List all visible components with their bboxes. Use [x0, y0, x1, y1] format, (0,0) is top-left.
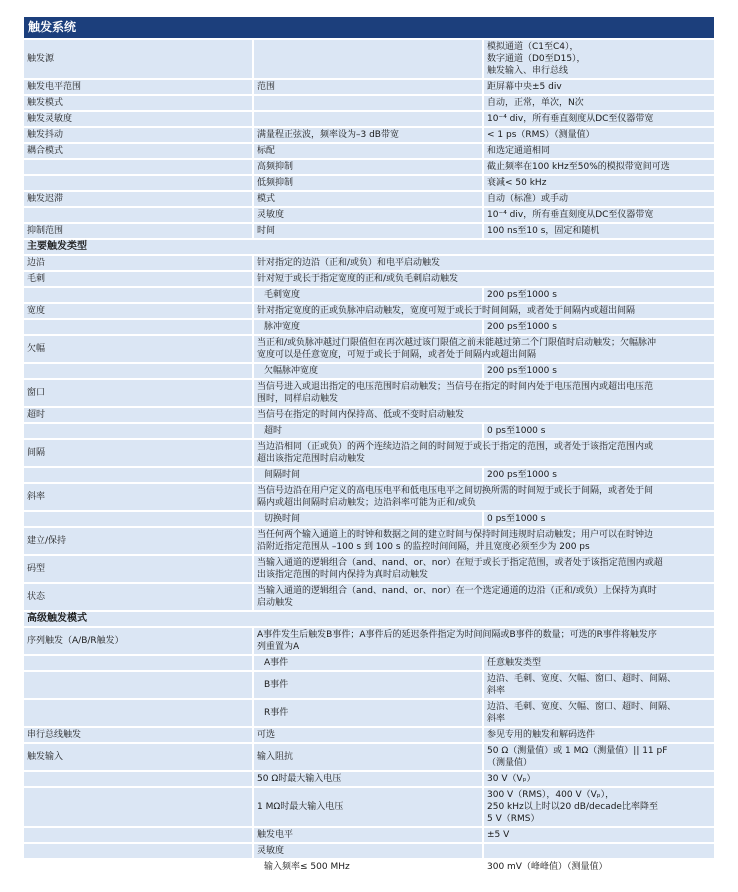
row-glitch-width — [24, 288, 714, 302]
row-param: B事件 — [254, 672, 482, 698]
section-header: 主要触发类型 — [24, 240, 714, 254]
row-label: 斜率 — [24, 484, 252, 510]
row-value: 200 ps至1000 s — [484, 468, 714, 482]
row-sensitivity-head — [24, 844, 714, 858]
row-trigger-source — [24, 40, 714, 78]
row-slew-time — [24, 512, 714, 526]
row-param: 超时 — [254, 424, 482, 438]
row-glitch — [24, 272, 714, 286]
row-value: 0 ps至1000 s — [484, 424, 714, 438]
row-sensitivity-input — [24, 860, 714, 874]
section-title: 触发系统 — [24, 17, 714, 38]
row-coupling-hf — [24, 160, 714, 174]
row-coupling — [24, 144, 714, 158]
row-label: 建立/保持 — [24, 528, 252, 554]
section-header: 高级触发模式 — [24, 612, 714, 626]
row-value: 边沿、毛刺、宽度、欠幅、窗口、超时、间隔、 斜率 — [484, 672, 714, 698]
row-value: 10⁻⁴ div，所有垂直刻度从DC至仪器带宽 — [484, 208, 714, 222]
row-runt-width — [24, 364, 714, 378]
row-value: 200 ps至1000 s — [484, 288, 714, 302]
row-label: 码型 — [24, 556, 252, 582]
row-param — [254, 112, 482, 126]
row-value: 距屏幕中央±5 div — [484, 80, 714, 94]
row-label: 超时 — [24, 408, 252, 422]
row-param — [254, 40, 482, 78]
row-value: 自动（标准）或手动 — [484, 192, 714, 206]
row-value: 自动，正常，单次，N次 — [484, 96, 714, 110]
row-label: 欠幅 — [24, 336, 252, 362]
row-pulse-width — [24, 320, 714, 334]
row-label: 间隔 — [24, 440, 252, 466]
row-timeout — [24, 408, 714, 422]
row-param — [254, 96, 482, 110]
row-timeout-val — [24, 424, 714, 438]
row-b-event — [24, 672, 714, 698]
row-desc: A事件发生后触发B事件；A事件后的延迟条件指定为时间间隔或B事件的数量；可选的R事件将触发序 列重置为A — [254, 628, 714, 654]
row-label: 抑制范围 — [24, 224, 252, 238]
row-param: 灵敏度 — [254, 844, 482, 858]
row-runt — [24, 336, 714, 362]
row-mode — [24, 96, 714, 110]
row-desc: 当正和/或负脉冲越过门限值但在再次越过该门限值之前未能越过第二个门限值时启动触发；欠幅脉冲 宽度可以是任意宽度，可短于或长于间隔，或者处于间隔内或超出间隔 — [254, 336, 714, 362]
row-desc: 当信号进入或退出指定的电压范围时启动触发；当信号在指定的时间内处于电压范围内或超出电压范 围时，同样启动触发 — [254, 380, 714, 406]
row-value: 300 V（RMS），400 V（Vₚ）， 250 kHz以上时以20 dB/decade比率降至 5 V（RMS） — [484, 788, 714, 826]
row-sensitivity — [24, 112, 714, 126]
row-reject — [24, 224, 714, 238]
row-label: 触发灵敏度 — [24, 112, 252, 126]
row-label: 触发源 — [24, 40, 252, 78]
row-r-event — [24, 700, 714, 726]
row-desc: 针对指定的边沿（正和/或负）和电平启动触发 — [254, 256, 714, 270]
row-value: 和选定通道相同 — [484, 144, 714, 158]
row-trigger-input — [24, 744, 714, 770]
row-param: 模式 — [254, 192, 482, 206]
row-value: 200 ps至1000 s — [484, 320, 714, 334]
row-param: 可选 — [254, 728, 482, 742]
row-label: 触发输入 — [24, 744, 252, 770]
row-label: 状态 — [24, 584, 252, 610]
row-desc: 当信号边沿在用户定义的高电压电平和低电压电平之间切换所需的时间短于或长于间隔，或者处于间 隔内或超出间隔时启动触发；边沿斜率可能为正和/或负 — [254, 484, 714, 510]
row-param: 毛刺宽度 — [254, 288, 482, 302]
row-param: R事件 — [254, 700, 482, 726]
row-holdoff — [24, 192, 714, 206]
row-label: 耦合模式 — [24, 144, 252, 158]
row-max-1m — [24, 788, 714, 826]
row-interval-time — [24, 468, 714, 482]
row-label: 毛刺 — [24, 272, 252, 286]
spec-sheet — [24, 17, 714, 874]
row-edge — [24, 256, 714, 270]
row-param: 切换时间 — [254, 512, 482, 526]
row-param: 灵敏度 — [254, 208, 482, 222]
row-desc: 当信号在指定的时间内保持高、低或不变时启动触发 — [254, 408, 714, 422]
row-coupling-lf — [24, 176, 714, 190]
row-param: 脉冲宽度 — [254, 320, 482, 334]
row-sequence — [24, 628, 714, 654]
row-param: 50 Ω时最大输入电压 — [254, 772, 482, 786]
row-param: 输入阻抗 — [254, 744, 482, 770]
row-value: 模拟通道（C1至C4）， 数字通道（D0至D15）， 触发输入、串行总线 — [484, 40, 714, 78]
row-slew — [24, 484, 714, 510]
row-param: 欠幅脉冲宽度 — [254, 364, 482, 378]
row-param: 高频抑制 — [254, 160, 482, 174]
row-pattern — [24, 556, 714, 582]
row-value: 0 ps至1000 s — [484, 512, 714, 526]
row-value: 30 V（Vₚ） — [484, 772, 714, 786]
row-label: 触发迟滞 — [24, 192, 252, 206]
row-desc: 当任何两个输入通道上的时钟和数据之间的建立时间与保持时间违规时启动触发；用户可以在时钟边 沿附近指定范围从 –100 s 到 100 s 的监控时间间隔，并且宽度必须至少为 200 ps — [254, 528, 714, 554]
row-param: 间隔时间 — [254, 468, 482, 482]
row-param: 时间 — [254, 224, 482, 238]
row-desc: 当输入通道的逻辑组合（and、nand、or、nor）在一个选定通道的边沿（正和/或负）上保持为真时 启动触发 — [254, 584, 714, 610]
row-value: 衰减< 50 kHz — [484, 176, 714, 190]
row-label: 窗口 — [24, 380, 252, 406]
row-jitter — [24, 128, 714, 142]
row-label: 边沿 — [24, 256, 252, 270]
row-setup-hold — [24, 528, 714, 554]
row-value: 10⁻⁴ div，所有垂直刻度从DC至仪器带宽 — [484, 112, 714, 126]
row-interval — [24, 440, 714, 466]
row-window — [24, 380, 714, 406]
row-desc: 当输入通道的逻辑组合（and、nand、or、nor）在短于或长于指定范围，或者处于该指定范围内或超 出该指定范围的时间内保持为真时启动触发 — [254, 556, 714, 582]
row-label: 触发模式 — [24, 96, 252, 110]
row-param: 触发电平 — [254, 828, 482, 842]
row-param: 低频抑制 — [254, 176, 482, 190]
row-max-50 — [24, 772, 714, 786]
row-value: 任意触发类型 — [484, 656, 714, 670]
row-serial-bus — [24, 728, 714, 742]
row-param: 范围 — [254, 80, 482, 94]
row-value: 边沿、毛刺、宽度、欠幅、窗口、超时、间隔、 斜率 — [484, 700, 714, 726]
row-value: 300 mV（峰峰值）（测量值） — [484, 860, 714, 874]
row-label: 序列触发（A/B/R触发） — [24, 628, 252, 654]
row-desc: 针对指定宽度的正或负脉冲启动触发，宽度可短于或长于时间间隔，或者处于间隔内或超出间隔 — [254, 304, 714, 318]
row-desc: 针对短于或长于指定宽度的正和/或负毛刺启动触发 — [254, 272, 714, 286]
row-value: 100 ns至10 s，固定和随机 — [484, 224, 714, 238]
row-param: 输入频率≤ 500 MHz — [254, 860, 482, 874]
row-trigger-level — [24, 828, 714, 842]
row-width — [24, 304, 714, 318]
row-state — [24, 584, 714, 610]
row-value: 200 ps至1000 s — [484, 364, 714, 378]
row-param: 1 MΩ时最大输入电压 — [254, 788, 482, 826]
row-param: A事件 — [254, 656, 482, 670]
row-param: 标配 — [254, 144, 482, 158]
row-desc: 当边沿相同（正或负）的两个连续边沿之间的时间短于或长于指定的范围，或者处于该指定范围内或 超出该指定范围时启动触发 — [254, 440, 714, 466]
row-holdoff-sens — [24, 208, 714, 222]
row-param: 满量程正弦波，频率设为–3 dB带宽 — [254, 128, 482, 142]
row-label: 触发电平范围 — [24, 80, 252, 94]
row-value: < 1 ps（RMS）（测量值） — [484, 128, 714, 142]
row-value: 截止频率在100 kHz至50%的模拟带宽间可选 — [484, 160, 714, 174]
row-label: 宽度 — [24, 304, 252, 318]
row-value: ±5 V — [484, 828, 714, 842]
row-value: 50 Ω（测量值）或 1 MΩ（测量值）|| 11 pF （测量值） — [484, 744, 714, 770]
row-a-event — [24, 656, 714, 670]
row-level-range — [24, 80, 714, 94]
row-label: 串行总线触发 — [24, 728, 252, 742]
row-value: 参见专用的触发和解码选件 — [484, 728, 714, 742]
row-label: 触发抖动 — [24, 128, 252, 142]
